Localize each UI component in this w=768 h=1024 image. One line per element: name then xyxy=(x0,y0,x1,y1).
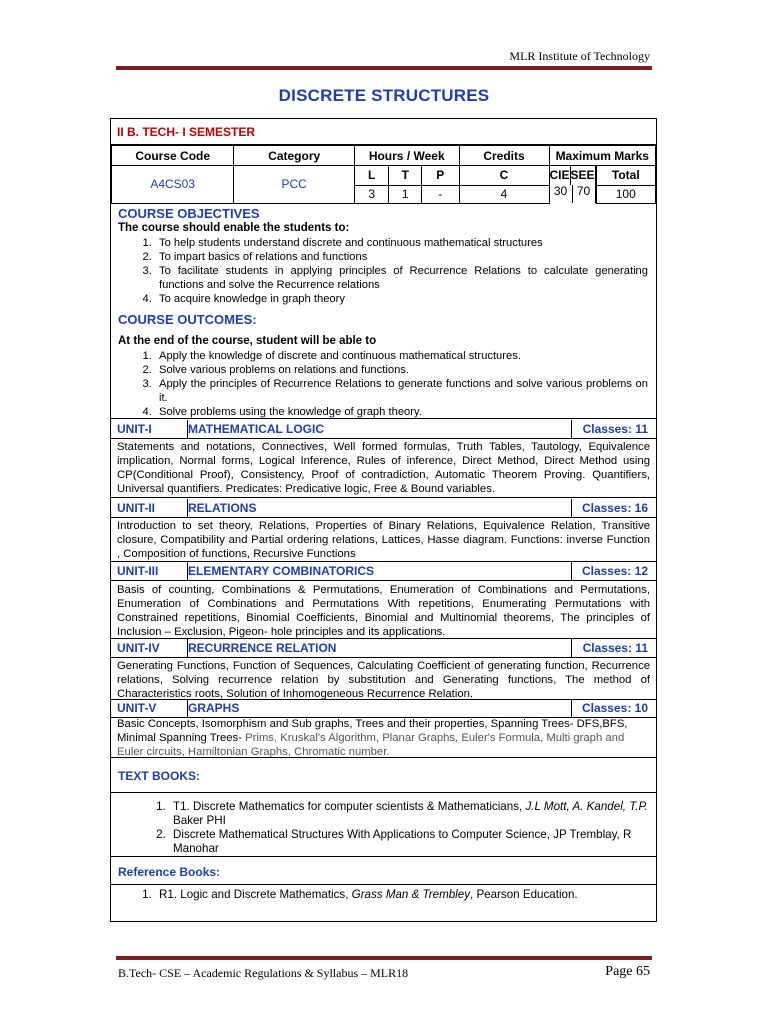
unit-1-classes: Classes: 11 xyxy=(582,422,648,436)
objectives-list xyxy=(111,236,648,306)
unit-1-content: Statements and notations, Connectives, Well formed formulas, Truth Tables, Tautology, Equivalence implication, Normal forms, Logical Inference, Rules of inference, Direct Method, Direct Method using CP(Conditional Proof), Consistency, Proof of contradiction, Automatic Theorem Proving. Quantifiers, Universal quantifiers. Predicates: Predicative logic, Free & Bound variables. xyxy=(117,441,650,495)
course-code-value: A4CS03 xyxy=(112,166,234,204)
divider xyxy=(111,856,656,857)
divider xyxy=(111,757,656,758)
outcomes-heading: COURSE OUTCOMES: xyxy=(118,312,257,327)
header-credits: Credits xyxy=(459,146,549,166)
unit-1-header xyxy=(111,420,656,439)
footer-left: B.Tech- CSE – Academic Regulations & Syllabus – MLR18 xyxy=(118,966,409,980)
unit-3-content: Basis of counting, Combinations & Permutations, Enumeration of Combinations and Permutations, Enumeration of Combinations and Permutations With repetitions, Enumerating Permutations with Constrained repetitions, Binomial Coefficients, Binomial and Multinomial theorems, The principles of Inclusion – Exclusion, Pigeon- hole principles and its applications. xyxy=(117,584,650,638)
text-books-list xyxy=(111,800,650,856)
sub-P: P xyxy=(422,166,459,186)
sub-C: C xyxy=(459,166,549,186)
unit-4-title: RECURRENCE RELATION xyxy=(183,639,572,657)
text-book-item: 2. Discrete Mathematical Structures With Applications to Computer Science, JP Tremblay, R Manohar xyxy=(169,828,650,856)
institute-header: MLR Institute of Technology xyxy=(509,49,650,63)
unit-1-id: UNIT-I xyxy=(111,420,188,438)
unit-5-classes: Classes: 10 xyxy=(581,701,648,715)
outcome-item: 4. Solve problems using the knowledge of graph theory. xyxy=(155,405,648,419)
outcome-item: 3. Apply the principles of Recurrence Relations to generate functions and solve various problems on it. xyxy=(155,377,648,405)
header-hours: Hours / Week xyxy=(354,146,459,166)
unit-4-header xyxy=(111,639,656,658)
sub-SEE: SEE xyxy=(571,166,596,185)
reference-books-heading: Reference Books: xyxy=(118,865,221,879)
unit-3-classes: Classes: 12 xyxy=(581,564,648,578)
reference-books-list xyxy=(111,888,650,902)
top-rule xyxy=(116,66,652,70)
divider xyxy=(111,792,656,793)
text-books-heading: TEXT BOOKS: xyxy=(118,769,201,783)
reference-book-item: 1. R1. Logic and Discrete Mathematics, Grass Man & Trembley, Pearson Education. xyxy=(155,888,650,902)
unit-2-id: UNIT-II xyxy=(111,499,188,517)
course-table xyxy=(111,145,656,204)
category-value: PCC xyxy=(234,166,355,204)
objective-item: 2. To impart basics of relations and functions xyxy=(155,250,648,264)
outcome-item: 2. Solve various problems on relations and functions. xyxy=(155,363,648,377)
unit-5-header xyxy=(111,699,656,718)
text-book-item: 1. T1. Discrete Mathematics for computer scientists & Mathematicians, J.L Mott, A. Kandel, T.P. Baker PHI xyxy=(169,800,650,828)
semester-label: II B. TECH- I SEMESTER xyxy=(117,125,256,139)
objectives-heading: COURSE OBJECTIVES xyxy=(118,206,260,221)
unit-4-classes: Classes: 11 xyxy=(582,641,648,655)
outcomes-intro: At the end of the course, student will be able to xyxy=(118,335,377,347)
value-SEE: 70 xyxy=(573,185,596,203)
value-L: 3 xyxy=(354,185,389,203)
objectives-intro: The course should enable the students to: xyxy=(118,222,350,234)
page-number: Page 65 xyxy=(605,964,650,979)
unit-5-content-a: Basic Concepts, Isomorphism and Sub graphs, Trees and their properties, Spanning Trees- DFS,BFS, Minimal Spanning Trees- xyxy=(117,718,628,744)
header-max-marks: Maximum Marks xyxy=(549,146,655,166)
unit-5-content-b: Prims, Kruskal's Algorithm, Planar Graphs, Euler's Formula, Multi graph and Euler circuits, Hamiltonian Graphs, Chromatic number. xyxy=(117,732,625,758)
unit-3-header xyxy=(111,562,656,581)
unit-3-id: UNIT-III xyxy=(111,562,188,580)
unit-2-title: RELATIONS xyxy=(183,499,572,517)
objectives-outcomes-block xyxy=(111,205,656,419)
outcomes-list xyxy=(111,349,648,419)
unit-2-header xyxy=(111,499,656,518)
value-C: 4 xyxy=(459,185,549,203)
value-CIE: 30 xyxy=(550,185,573,203)
syllabus-frame xyxy=(110,118,657,922)
sub-L: L xyxy=(354,166,389,186)
sub-CIE: CIE xyxy=(550,166,571,185)
objective-item: 3. To facilitate students in applying principles of Recurrence Relations to calculate generating functions and solve the Recurrence relations xyxy=(155,264,648,292)
objective-item: 1. To help students understand discrete and continuous mathematical structures xyxy=(155,236,648,250)
divider xyxy=(111,884,656,885)
divider xyxy=(111,497,656,498)
value-Total: 100 xyxy=(596,185,655,203)
unit-5-title: GRAPHS xyxy=(183,699,572,717)
unit-2-content: Introduction to set theory, Relations, Properties of Binary Relations, Equivalence Relation, Transitive closure, Compatibility and Partial ordering relations, Lattices, Hasse diagram. Functions: inverse Function , Composition of functions, Recursive Functions xyxy=(117,520,650,560)
unit-3-title: ELEMENTARY COMBINATORICS xyxy=(183,562,572,580)
value-P: - xyxy=(422,185,459,203)
outcome-item: 1. Apply the knowledge of discrete and continuous mathematical structures. xyxy=(155,349,648,363)
unit-5-content xyxy=(117,717,650,759)
objective-item: 4. To acquire knowledge in graph theory xyxy=(155,292,648,306)
unit-1-title: MATHEMATICAL LOGIC xyxy=(183,420,572,438)
unit-5-id: UNIT-V xyxy=(111,699,188,717)
unit-4-content: Generating Functions, Function of Sequences, Calculating Coefficient of generating function, Recurrence relations, Solving recurrence relation by substitution and Generating functions, The method of Characteristics roots, Solution of Inhomogeneous Recurrence Relation. xyxy=(117,660,650,700)
header-category: Category xyxy=(234,146,355,166)
sub-Total: Total xyxy=(596,166,655,186)
unit-4-id: UNIT-IV xyxy=(111,639,188,657)
bottom-rule xyxy=(116,956,652,960)
value-T: 1 xyxy=(389,185,422,203)
sub-T: T xyxy=(389,166,422,186)
page-title: DISCRETE STRUCTURES xyxy=(278,86,490,105)
unit-2-classes: Classes: 16 xyxy=(581,501,648,515)
semester-row xyxy=(111,119,656,145)
header-course-code: Course Code xyxy=(112,146,234,166)
